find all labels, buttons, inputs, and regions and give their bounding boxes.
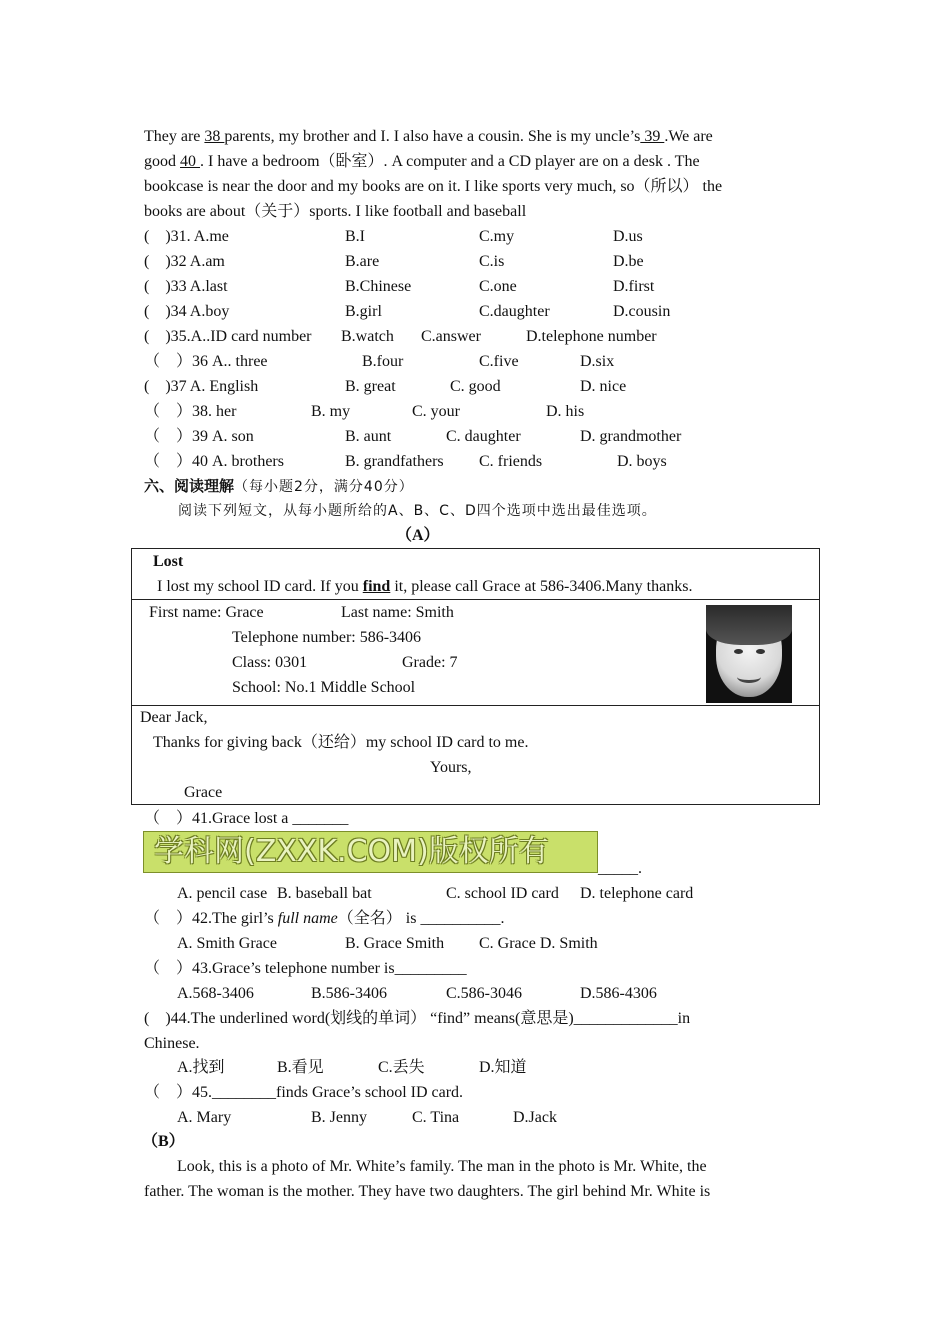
grade-value: Grade: 7	[402, 654, 458, 671]
option-b: B. great	[345, 378, 396, 395]
question-41-blank: _____.	[598, 860, 642, 877]
option-c: C.one	[479, 278, 517, 295]
part-a-label: （A）	[396, 527, 440, 544]
watermark-banner	[143, 831, 598, 873]
letter-greeting: Dear Jack,	[140, 709, 208, 726]
hair-shape	[706, 605, 792, 645]
q44-option-d: D.知道	[479, 1059, 527, 1076]
cloze-q38: （ ）38. her	[144, 403, 237, 420]
part-b-label: （B）	[142, 1133, 185, 1150]
eye-shape	[756, 649, 765, 654]
option-d: D.cousin	[613, 303, 671, 320]
section-heading: 六、阅读理解（每小题2分，满分40分）	[144, 477, 414, 495]
cloze-q35: ( )35.A..ID card number	[144, 328, 312, 345]
option-d: D. grandmother	[580, 428, 682, 445]
option-d: D. boys	[617, 453, 667, 470]
box-divider	[132, 599, 819, 600]
option-d: D. his	[546, 403, 585, 420]
watermark-text: 学科网(ZXXK.COM)版权所有	[154, 834, 549, 869]
option-c: C. friends	[479, 453, 543, 470]
question-41: （ ）41.Grace lost a _______	[144, 810, 349, 827]
option-d: D.first	[613, 278, 655, 295]
q45-option-c: C. Tina	[412, 1109, 460, 1126]
mouth-shape	[737, 671, 761, 683]
part-b-line-2: father. The woman is the mother. They have two daughters. The girl behind Mr. White is	[144, 1183, 711, 1200]
school-value: School: No.1 Middle School	[232, 679, 416, 696]
lost-message: I lost my school ID card. If you find it, please call Grace at 586-3406.Many thanks.	[157, 578, 693, 595]
q43-option-d: D.586-4306	[580, 985, 657, 1002]
section-instruction: 阅读下列短文，从每小题所给的A、B、C、D四个选项中选出最佳选项。	[178, 503, 657, 519]
option-c: C.daughter	[479, 303, 550, 320]
option-b: B. aunt	[345, 428, 392, 445]
q44-option-c: C.丢失	[378, 1059, 425, 1076]
telephone-number: Telephone number: 586-3406	[232, 629, 422, 646]
cloze-q33: ( )33 A.last	[144, 278, 228, 295]
class-value: Class: 0301	[232, 654, 308, 671]
question-42: （ ）42.The girl’s full name（全名） is __________.	[144, 910, 505, 927]
option-b: B.four	[362, 353, 404, 370]
option-b: B.watch	[341, 328, 394, 345]
cloze-q39: （ ）39 A. son	[144, 428, 254, 445]
option-d: D.us	[613, 228, 643, 245]
option-c: C. good	[450, 378, 501, 395]
passage-line-1: They are 38 parents, my brother and I. I also have a cousin. She is my uncle’s 39 .We are	[144, 128, 713, 145]
q42-option-b: B. Grace Smith	[345, 935, 445, 952]
q43-option-c: C.586-3046	[446, 985, 522, 1002]
q45-option-d: D.Jack	[513, 1109, 557, 1126]
option-c: C.is	[479, 253, 505, 270]
cloze-q34: ( )34 A.boy	[144, 303, 230, 320]
option-c: C. your	[412, 403, 460, 420]
option-b: B.girl	[345, 303, 382, 320]
question-43: （ ）43.Grace’s telephone number is_________	[144, 960, 467, 977]
option-c: C. daughter	[446, 428, 521, 445]
q45-option-a: A. Mary	[177, 1109, 232, 1126]
q44-option-a: A.找到	[177, 1059, 225, 1076]
box-divider	[132, 705, 819, 706]
option-b: B. my	[311, 403, 351, 420]
cloze-q32: ( )32 A.am	[144, 253, 225, 270]
letter-body: Thanks for giving back（还给）my school ID card to me.	[153, 734, 529, 751]
lost-heading: Lost	[153, 553, 184, 570]
q45-option-b: B. Jenny	[311, 1109, 367, 1126]
option-d: D. nice	[580, 378, 627, 395]
cloze-q40: （ ）40 A. brothers	[144, 453, 284, 470]
blank-39: 39	[640, 128, 665, 145]
cloze-q31: ( )31. A.me	[144, 228, 229, 245]
passage-line-2: good 40 . I have a bedroom（卧室）. A computer and a CD player are on a desk . The	[144, 153, 700, 170]
q41-option-d: D. telephone card	[580, 885, 694, 902]
option-c: C.my	[479, 228, 515, 245]
q42-option-a: A. Smith Grace	[177, 935, 277, 952]
option-c: C.five	[479, 353, 519, 370]
cloze-q36: （ ）36 A.. three	[144, 353, 268, 370]
blank-40: 40	[180, 153, 200, 170]
question-44: ( )44.The underlined word(划线的单词） “find” means(意思是)_____________in	[144, 1010, 691, 1027]
q41-option-c: C. school ID card	[446, 885, 559, 902]
option-b: B.I	[345, 228, 365, 245]
cloze-q37: ( )37 A. English	[144, 378, 259, 395]
last-name: Last name: Smith	[341, 604, 454, 621]
part-b-line-1: Look, this is a photo of Mr. White’s family. The man in the photo is Mr. White, the	[177, 1158, 707, 1175]
option-b: B.are	[345, 253, 380, 270]
q42-option-cd: C. Grace D. Smith	[479, 935, 598, 952]
passage-line-3: bookcase is near the door and my books are on it. I like sports very much, so（所以） the	[144, 178, 723, 195]
letter-signature: Grace	[184, 784, 223, 801]
blank-38: 38	[204, 128, 225, 145]
eye-shape	[734, 649, 743, 654]
option-d: D.telephone number	[526, 328, 657, 345]
option-d: D.be	[613, 253, 644, 270]
question-45: （ ）45.________finds Grace’s school ID card.	[144, 1084, 464, 1101]
question-44-continued: Chinese.	[144, 1035, 200, 1052]
q43-option-b: B.586-3406	[311, 985, 387, 1002]
option-b: B.Chinese	[345, 278, 412, 295]
q41-option-a: A. pencil case	[177, 885, 268, 902]
letter-closing: Yours,	[430, 759, 472, 776]
option-c: C.answer	[421, 328, 481, 345]
id-photo	[706, 605, 792, 703]
q43-option-a: A.568-3406	[177, 985, 254, 1002]
option-b: B. grandfathers	[345, 453, 444, 470]
underlined-find: find	[362, 578, 391, 595]
passage-line-4: books are about（关于）sports. I like football and baseball	[144, 203, 527, 220]
first-name: First name: Grace	[149, 604, 264, 621]
q44-option-b: B.看见	[277, 1059, 324, 1076]
option-d: D.six	[580, 353, 615, 370]
q41-option-b: B. baseball bat	[277, 885, 372, 902]
